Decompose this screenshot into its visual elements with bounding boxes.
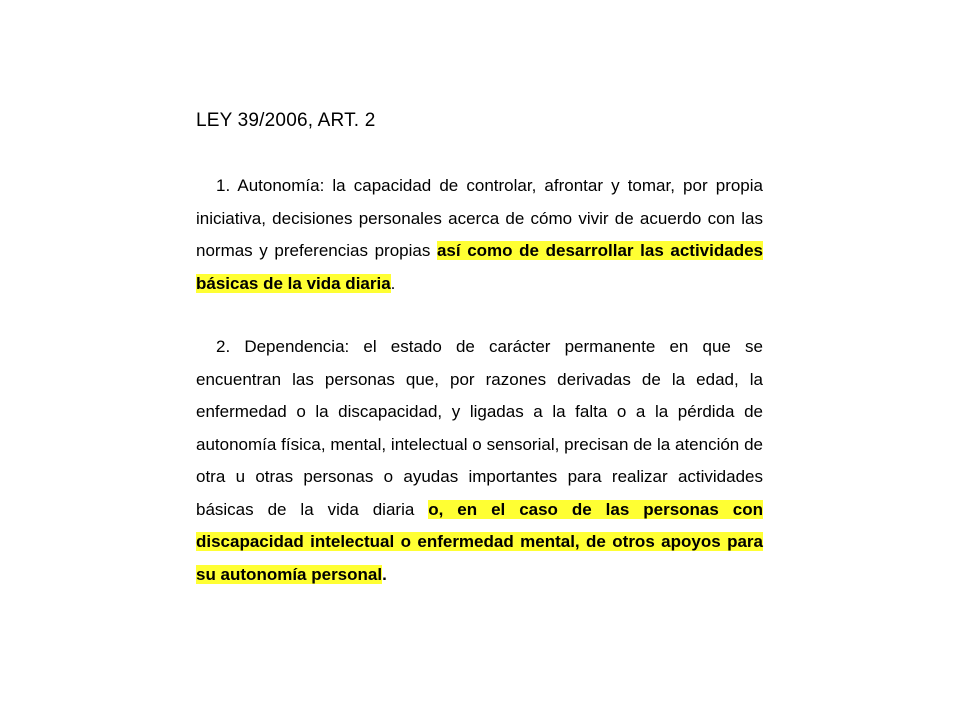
paragraph-dependencia: [196, 331, 763, 591]
paragraph-end: .: [382, 564, 387, 584]
law-title: LEY 39/2006, ART. 2: [196, 110, 376, 131]
paragraph-text: 2. Dependencia: el estado de carácter permanente en que se encuentran las personas que, por razones derivadas de la edad, la enfermedad o la discapacidad, y ligadas a la falta o a la pérdida de autonomía física, mental, intelectual o sensorial, precisan de la atención de otra u otras personas o ayudas importantes para realizar actividades básicas de la vida diaria: [196, 337, 763, 519]
paragraph-text: 1. Autonomía: la capacidad de controlar, afrontar y tomar, por propia iniciativa, decisiones personales acerca de cómo vivir de acuerdo con las normas y preferencias propias: [196, 176, 763, 260]
paragraph-autonomia: [196, 170, 763, 300]
highlighted-text: o, en el caso de las personas con discapacidad intelectual o enfermedad mental, de otros apoyos para su autonomía personal: [196, 499, 763, 584]
paragraph-end: .: [390, 273, 396, 293]
highlighted-text: así como de desarrollar las actividades básicas de la vida diaria: [196, 241, 763, 293]
